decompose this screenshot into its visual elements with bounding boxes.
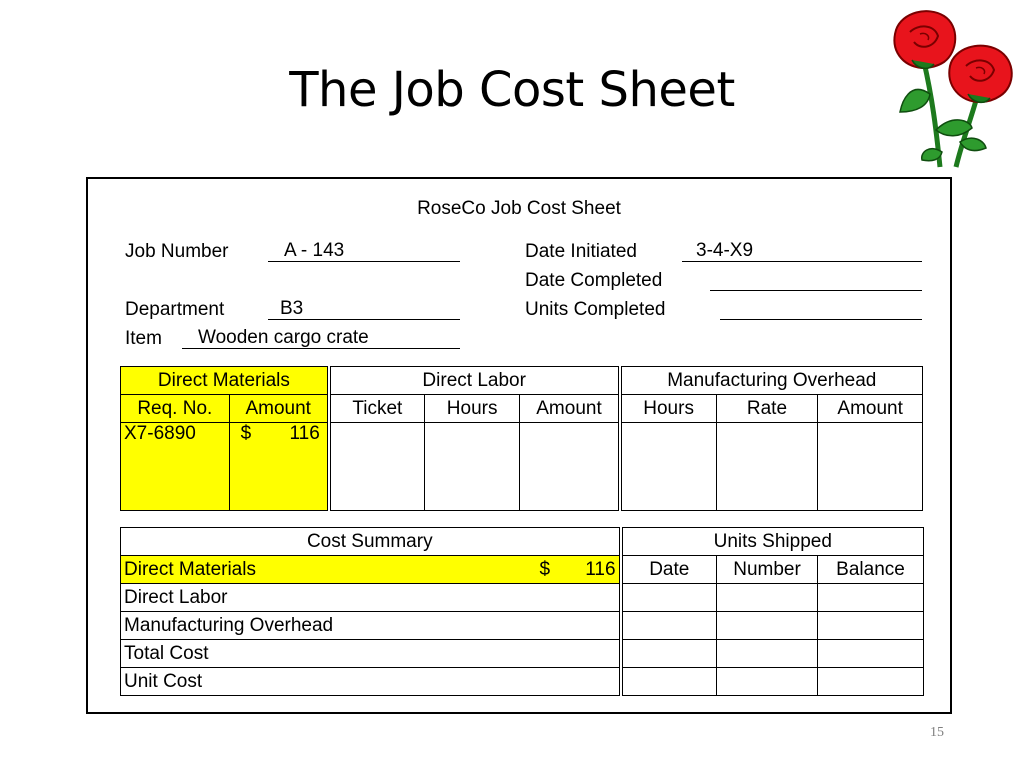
shipped-cell xyxy=(621,584,717,612)
department-field xyxy=(268,298,460,320)
labor-amount-cell xyxy=(520,423,620,511)
item-field xyxy=(182,327,460,349)
shipped-cell xyxy=(717,584,818,612)
direct-materials-group-header: Direct Materials xyxy=(121,367,329,395)
department-value: B3 xyxy=(280,298,304,319)
col-shipped-balance: Balance xyxy=(818,556,924,584)
summary-unit-cost-label: Unit Cost xyxy=(121,668,621,696)
summary-overhead-label: Manufacturing Overhead xyxy=(121,612,621,640)
job-cost-sheet xyxy=(86,177,952,714)
col-materials-amount: Amount xyxy=(229,395,329,423)
shipped-cell xyxy=(818,668,924,696)
item-value: Wooden cargo crate xyxy=(198,327,369,348)
materials-amount: 116 xyxy=(289,423,320,444)
ticket-cell xyxy=(329,423,425,511)
sheet-heading: RoseCo Job Cost Sheet xyxy=(417,198,621,219)
costs-table xyxy=(120,366,923,511)
col-labor-amount: Amount xyxy=(520,395,620,423)
units-completed-field xyxy=(720,298,922,320)
job-number-value: A - 143 xyxy=(284,240,345,261)
labor-hours-cell xyxy=(424,423,520,511)
summary-materials-amount: 116 xyxy=(585,558,616,580)
summary-table xyxy=(120,527,924,696)
roses-clipart-icon xyxy=(872,2,1024,174)
date-initiated-field xyxy=(682,240,922,262)
shipped-cell xyxy=(717,668,818,696)
manufacturing-overhead-group-header: Manufacturing Overhead xyxy=(620,367,923,395)
date-initiated-value: 3-4-X9 xyxy=(696,240,754,261)
col-ticket: Ticket xyxy=(329,395,425,423)
col-overhead-amount: Amount xyxy=(818,395,923,423)
col-labor-hours: Hours xyxy=(424,395,520,423)
shipped-cell xyxy=(621,640,717,668)
date-completed-label: Date Completed xyxy=(525,270,663,291)
col-overhead-rate: Rate xyxy=(716,395,818,423)
slide-title: The Job Cost Sheet xyxy=(289,62,735,118)
col-shipped-number: Number xyxy=(717,556,818,584)
shipped-cell xyxy=(818,640,924,668)
col-shipped-date: Date xyxy=(621,556,717,584)
col-overhead-hours: Hours xyxy=(620,395,717,423)
shipped-cell xyxy=(621,612,717,640)
units-completed-label: Units Completed xyxy=(525,299,666,320)
department-label: Department xyxy=(125,299,225,320)
shipped-cell xyxy=(621,668,717,696)
materials-amount-cell xyxy=(229,423,329,511)
page-number: 15 xyxy=(930,725,944,740)
col-req-no: Req. No. xyxy=(121,395,230,423)
overhead-hours-cell xyxy=(620,423,717,511)
job-number-field xyxy=(268,240,460,262)
date-completed-field xyxy=(710,269,922,291)
units-shipped-header: Units Shipped xyxy=(621,528,924,556)
shipped-cell xyxy=(818,584,924,612)
date-initiated-label: Date Initiated xyxy=(525,241,637,262)
summary-direct-materials-label: Direct Materials xyxy=(121,556,423,584)
req-no-cell: X7-6890 xyxy=(121,423,230,511)
overhead-rate-cell xyxy=(716,423,818,511)
shipped-cell xyxy=(818,612,924,640)
cost-summary-header: Cost Summary xyxy=(121,528,621,556)
summary-materials-currency: $ xyxy=(539,558,551,580)
shipped-cell xyxy=(717,612,818,640)
shipped-cell xyxy=(717,640,818,668)
direct-labor-group-header: Direct Labor xyxy=(329,367,620,395)
overhead-amount-cell xyxy=(818,423,923,511)
item-label: Item xyxy=(125,328,162,349)
summary-total-cost-label: Total Cost xyxy=(121,640,621,668)
materials-currency: $ xyxy=(240,423,252,444)
summary-direct-labor-label: Direct Labor xyxy=(121,584,621,612)
summary-direct-materials-amount-cell xyxy=(423,556,621,584)
job-number-label: Job Number xyxy=(125,241,229,262)
